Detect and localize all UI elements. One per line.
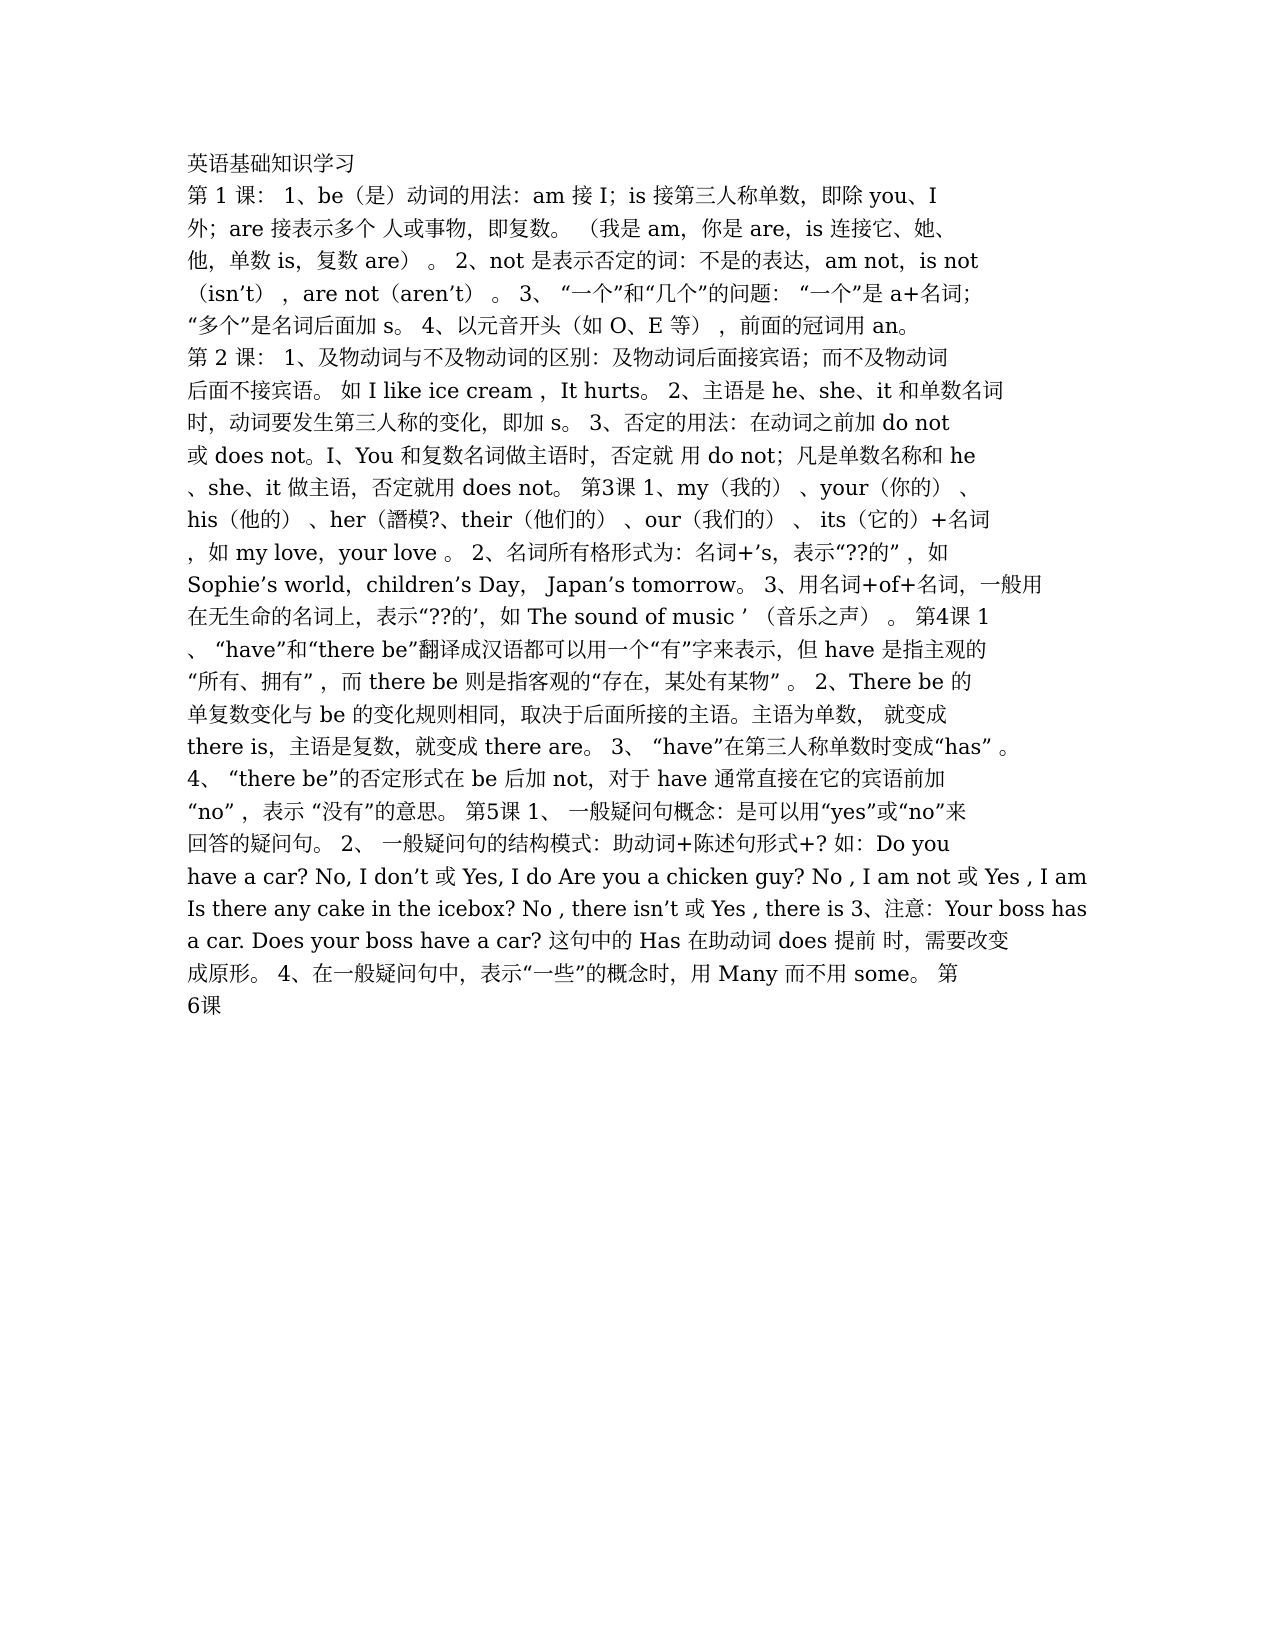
- text-line: “所有、拥有” ，而 there be 则是指客观的“存在，某处有某物” 。 2、There be 的: [187, 670, 972, 695]
- text-line: 后面不接宾语。 如 I like ice cream ，It hurts。 2、主语是 he、she、it 和单数名词: [187, 378, 1004, 403]
- text-line: 单复数变化与 be 的变化规则相同，取决于后面所接的主语。主语为单数， 就变成: [187, 702, 947, 727]
- text-line: 成原形。 4、在一般疑问句中，表示“一些”的概念时，用 Many 而不用 some。 第: [187, 961, 959, 986]
- text-line: Is there any cake in the icebox? No , there isn’t 或 Yes , there is 3、注意：Your boss has: [187, 896, 1088, 921]
- text-line: a car. Does your boss have a car? 这句中的 Has 在助动词 does 提前 时，需要改变: [187, 929, 1009, 954]
- text-line: 在无生命的名词上，表示“??的’，如 The sound of music ’ （音乐之声） 。 第4课 1: [187, 605, 991, 630]
- text-line: “no” ，表示 “没有”的意思。 第5课 1、 一般疑问句概念：是可以用“yes”或“no”来: [187, 799, 967, 824]
- text-line: 第 1 课： 1、be（是）动词的用法：am 接 I；is 接第三人称单数，即除 you、I: [187, 184, 937, 209]
- text-line: 时，动词要发生第三人称的变化，即加 s。 3、否定的用法：在动词之前加 do not: [187, 411, 950, 436]
- text-line: 回答的疑问句。 2、 一般疑问句的结构模式：助动词+陈述句形式+? 如：Do you: [187, 832, 951, 857]
- text-line: 、she、it 做主语，否定就用 does not。 第3课 1、my（我的） 、your（你的） 、: [187, 475, 981, 500]
- document-title: 英语基础知识学习: [187, 152, 355, 176]
- document-body: [187, 148, 1087, 1023]
- text-line: his（他的） 、her（譖模?、their（他们的） 、our（我们的） 、 its（它的）+名词: [187, 508, 990, 533]
- text-line: 外；are 接表示多个 人或事物，即复数。 （我是 am，你是 are，is 连接它、她、: [187, 216, 956, 241]
- text-line: 4、 “there be”的否定形式在 be 后加 not，对于 have 通常直接在它的宾语前加: [187, 767, 946, 792]
- text-line: 或 does not。I、You 和复数名词做主语时，否定就 用 do not；凡是单数名称和 he: [187, 443, 976, 468]
- text-line: there is，主语是复数，就变成 there are。 3、 “have”在第三人称单数时变成“has” 。: [187, 735, 1020, 760]
- text-line: have a car? No, I don’t 或 Yes, I do Are you a chicken guy? No , I am not 或 Yes , I am: [187, 864, 1088, 889]
- text-line: 他，单数 is，复数 are） 。 2、not 是表示否定的词：不是的表达，am not，is not: [187, 249, 979, 274]
- text-line: “多个”是名词后面加 s。 4、以元音开头（如 O、E 等） ，前面的冠词用 an。: [187, 313, 920, 338]
- text-line: 6课: [187, 994, 222, 1019]
- text-line: （isn’t） ，are not（aren’t） 。 3、 “一个”和“几个”的问题： “一个”是 a+名词；: [187, 281, 983, 306]
- text-line: Sophie’s world，children’s Day， Japan’s tomorrow。 3、用名词+of+名词，一般用: [187, 573, 1043, 598]
- text-line: 第 2 课： 1、及物动词与不及物动词的区别：及物动词后面接宾语；而不及物动词: [187, 346, 948, 371]
- text-line: 、 “have”和“there be”翻译成汉语都可以用一个“有”字来表示，但 have 是指主观的: [187, 637, 987, 662]
- text-line: ，如 my love，your love 。 2、名词所有格形式为：名词+’s，表示“??的” ，如: [187, 540, 949, 565]
